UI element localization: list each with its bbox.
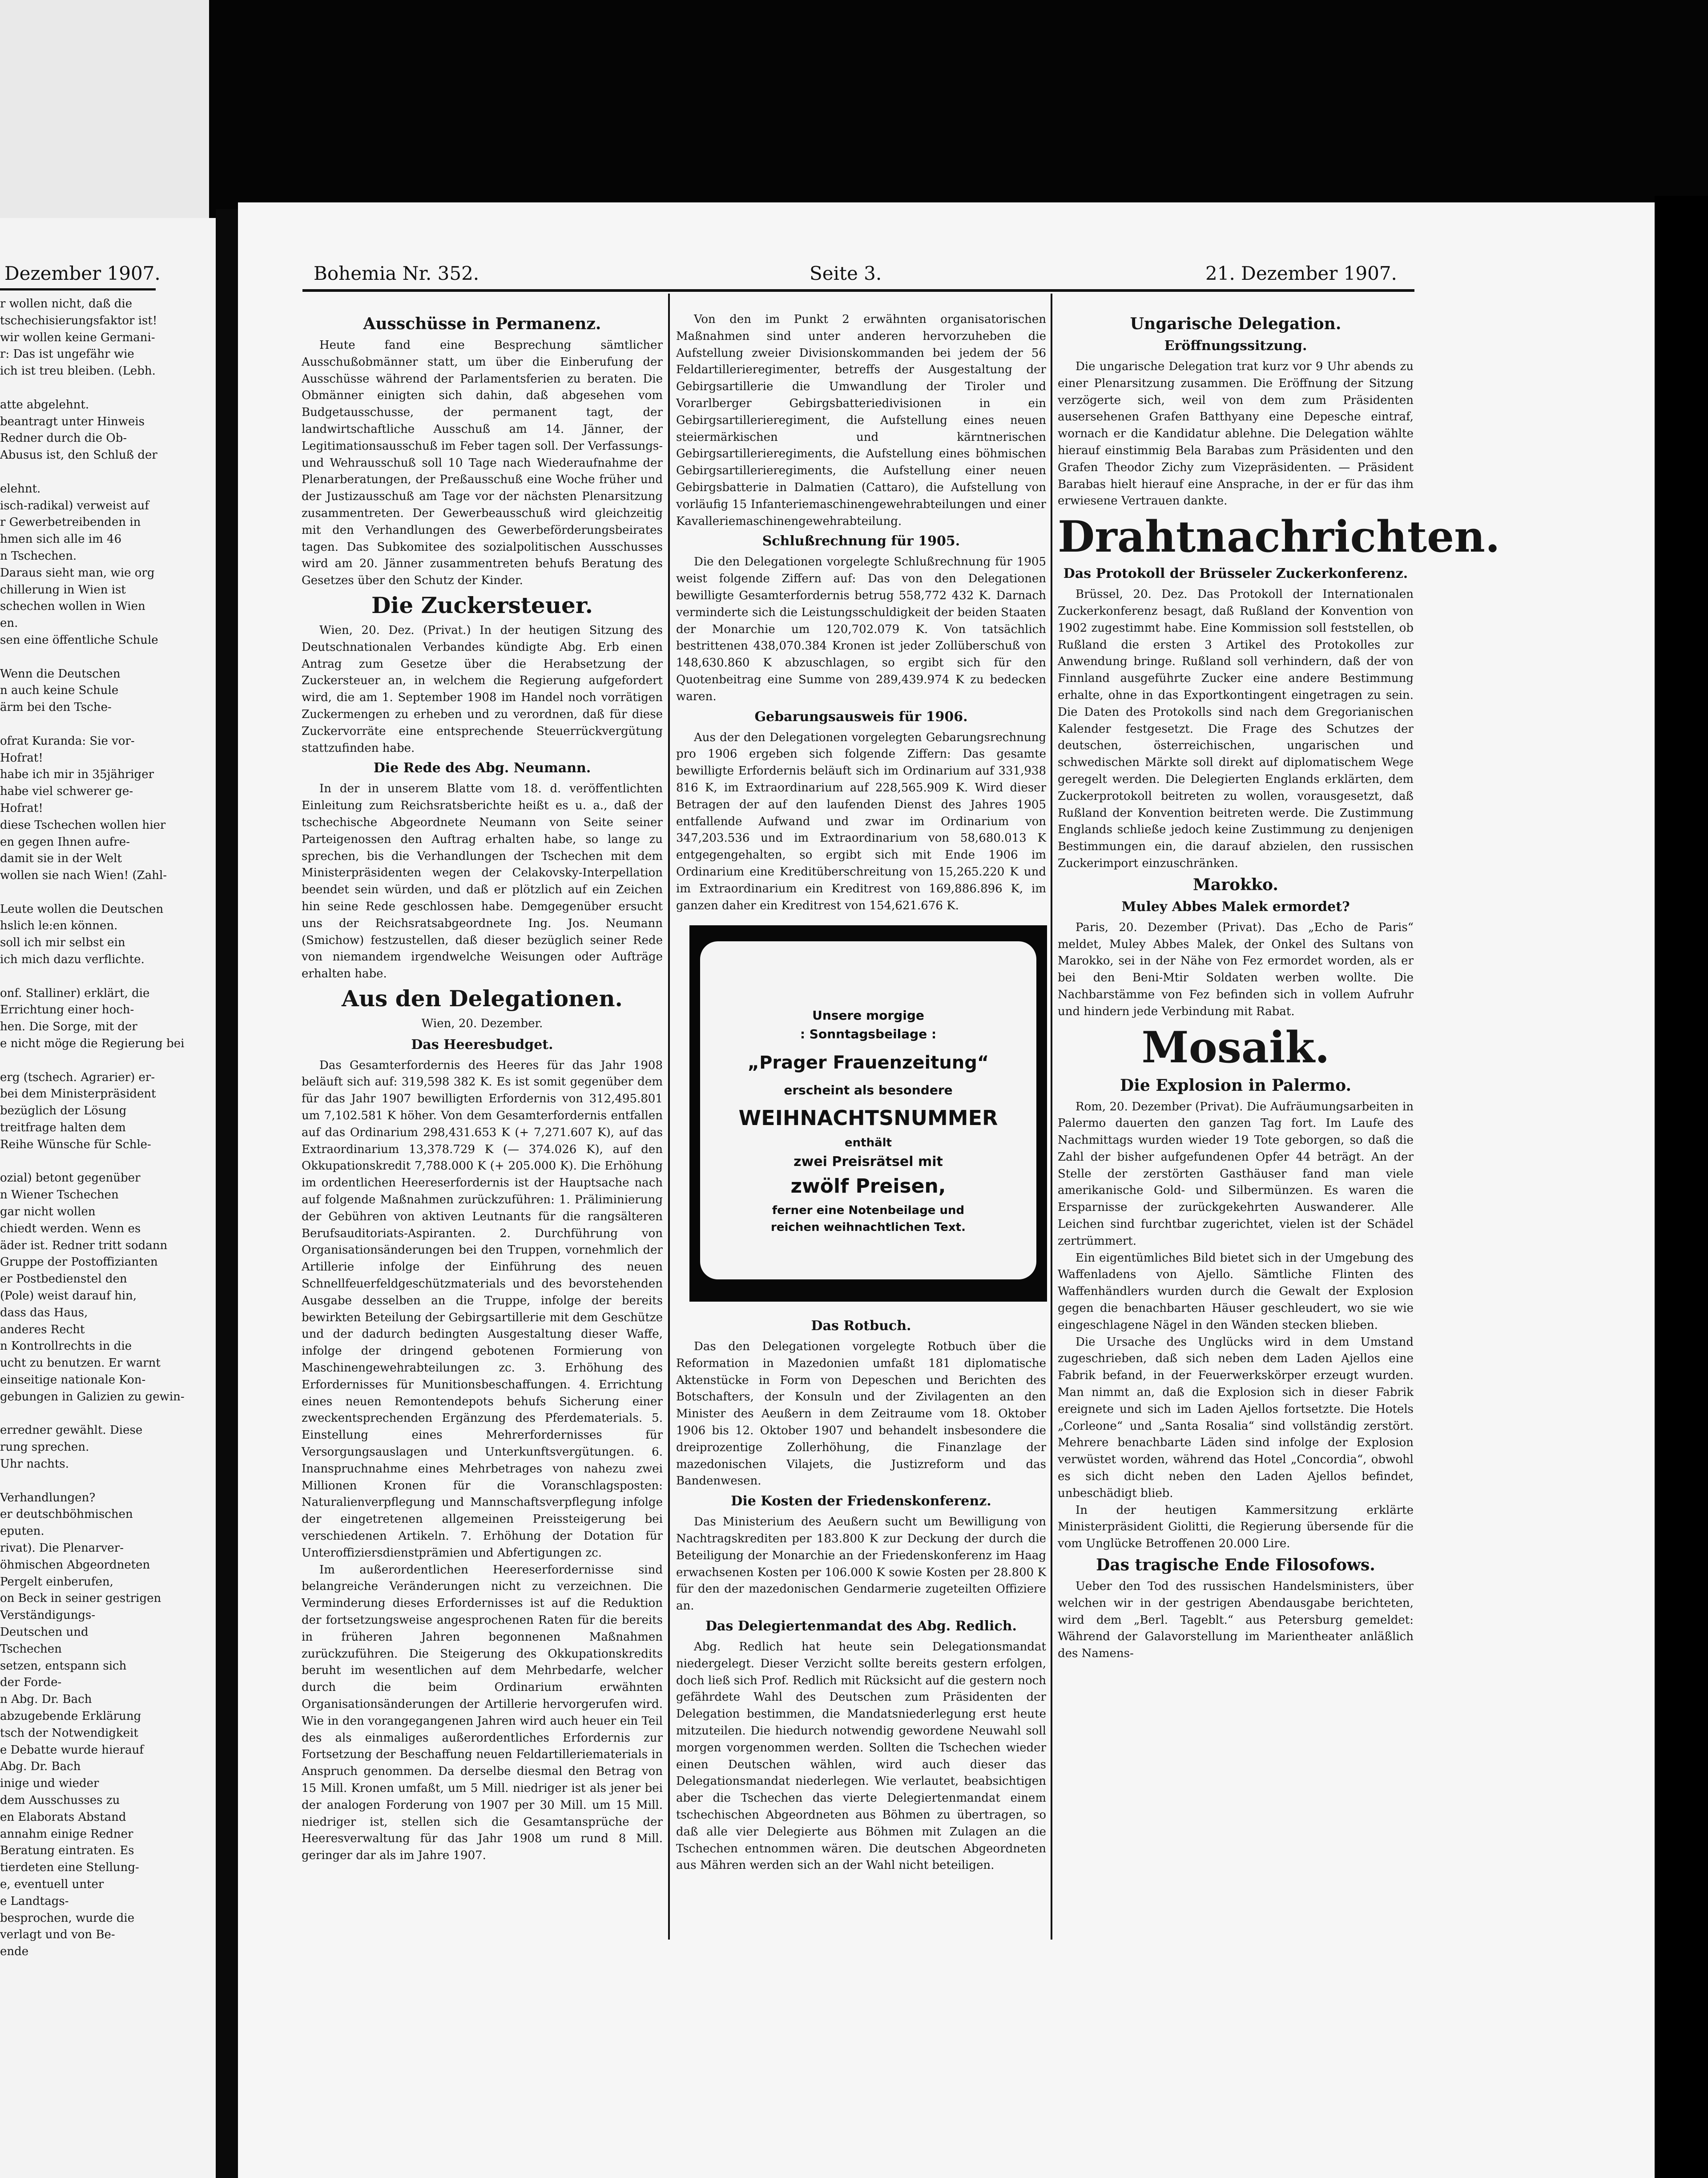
left-page-line: erg (tschech. Agrarier) er-: [0, 1070, 155, 1084]
article-ausschuesse: Heute fand eine Besprechung sämtlicher Ausschußobmänner statt, um über die Einberufung der Ausschüsse während der Parlamentsferien zu beraten. Die Obmänner einigten sich dahin, daß abgesehen vom Budgetausschusse, der permanent tagt, der landwirtschaftliche Ausschuß am 14. Jänner, der Legitimationsausschuß im Feber tagen soll. Der Verfassungs- und Wehrausschuß soll 10 Tage nach Wiederaufnahme der Plenarberatungen, der Preßausschuß eine Woche früher und der Justizausschuß am Tage vor der nächsten Plenarsitzung zusammentreten. Der Gewerbeausschuß wird gleichzeitig mit den Verhandlungen des Gewerbeförderungsbeirates tagen. Das Subkomitee des sozialpolitischen Ausschusses wird am 20. Jänner zusammentreten behufs Beratung des Gesetzes über den Schutz der Kinder.: [302, 339, 663, 588]
article-rotbuch: Das den Delegationen vorgelegte Rotbuch über die Reformation in Mazedonien umfaßt 181 diplomatische Aktenstücke in Form von Depeschen und Berichten des Botschafters, der Konsuln und der Zivilagenten an den Minister des Aeußern in dem Zeitraume vom 18. Oktober 1906 bis 12. Oktober 1907 und behandelt insbesondere die dreiprozentige Zollerhöhung, die Finanzlage der mazedonischen Vilajets, die Justizreform und das Bandenwesen.: [676, 1340, 1046, 1488]
left-page-line: beantragt unter Hinweis: [0, 415, 145, 428]
left-page-line: habe viel schwerer ge-: [0, 785, 133, 799]
left-page-line: r Gewerbetreibenden in: [0, 516, 141, 529]
left-page-line: setzen, entspann sich: [0, 1659, 127, 1673]
left-page-line: [0, 884, 211, 901]
left-page-line: damit sie in der Welt: [0, 852, 122, 866]
left-page-line: ofrat Kuranda: Sie vor-: [0, 734, 135, 748]
left-page-line: [0, 464, 211, 481]
subhead-palermo: Die Explosion in Palermo.: [1120, 1076, 1352, 1095]
advertisement: [700, 941, 1036, 1279]
left-page-line: Deutschen und: [0, 1625, 89, 1639]
page-number: Seite 3.: [810, 262, 882, 284]
left-page-line: wir wollen keine Germani-: [0, 331, 155, 344]
left-page-line: Redner durch die Ob-: [0, 432, 127, 445]
left-page-line: schechen wollen in Wien: [0, 600, 145, 613]
left-page-line: atte abgelehnt.: [0, 398, 89, 411]
headline-ausschuesse: Ausschüsse in Permanenz.: [363, 315, 601, 333]
headline-rotbuch: Das Rotbuch.: [811, 1318, 911, 1334]
article-schlussrechnung: Die den Delegationen vorgelegte Schlußrechnung für 1905 weist folgende Ziffern auf: Das von den Delegationen bewilligte Gesamterfordernis betrug 558,772 432 K. Darnach verminderte sich die Leistungsschuldigkeit der beiden Staaten der Monarchie um 120,702.079 K. Von tatsächlich bestrittenen 438,070.384 Kronen ist jeder Zollüberschuß von 148,630.860 K abzuschlagen, so ergibt sich für den Quotenbeitrag eine Summe von 289,439.974 K zu bedecken waren.: [676, 555, 1046, 703]
article-organisation: Von den im Punkt 2 erwähnten organisatorischen Maßnahmen sind unter anderen hervorzuheben die Aufstellung zweier Divisionskommanden bei jedem der 56 Feldartillerieregimenter, betreffs der Ausgestaltung der Gebirgsartillerie die Umwandlung der Tiroler und Vorarlberger Gebirgsbatteriedivisionen in ein Gebirgsartillerieregiment, die Aufstellung eines neuen steiermärkischen und kärntnerischen Gebirgsartillerieregiments, die Aufstellung eines böhmischen Gebirgsartillerieregiments, die Aufstellung einer neuen Gebirgsbatterie in Dalmatien (Cattaro), die Aufstellung von vorläufig 15 Infanteriemaschinengewehrabteilungen und einer Kavalleriemaschinengewehrabteilung.: [676, 313, 1046, 528]
advertisement-frame: [689, 925, 1047, 1302]
left-page-line: ärm bei den Tsche-: [0, 701, 112, 714]
left-page-line: Leute wollen die Deutschen: [0, 902, 164, 916]
left-page-header-date: Dezember 1907.: [4, 262, 161, 284]
left-page-line: ozial) betont gegenüber: [0, 1171, 141, 1185]
subhead-eroeffnung: Eröffnungssitzung.: [1164, 338, 1307, 354]
column-1: [302, 311, 663, 1948]
left-page-line: hslich le:en können.: [0, 919, 118, 933]
left-page-line: r wollen nicht, daß die: [0, 297, 133, 311]
left-page-line: n Kontrollrechts in die: [0, 1339, 132, 1353]
left-page-text: [0, 296, 211, 2164]
left-page-line: äder ist. Redner tritt sodann: [0, 1238, 168, 1252]
headline-neumann: Die Rede des Abg. Neumann.: [373, 760, 591, 776]
ad-line: ferner eine Notenbeilage und: [772, 1204, 965, 1217]
article-palermo: Rom, 20. Dezember (Privat). Die Aufräumungsarbeiten in Palermo dauerten den ganzen Tag fort. Im Laufe des Nachmittags wurden wieder 19 Tote geborgen, so daß die Zahl der bisher aufgefundenen Opfer 44 beträgt. An der Stelle der zerstörten Gasthäuser fand man viele amerikanische Gold- und Silbermünzen. Es waren die Ersparnisse der zurückgekehrten Auswanderer. Alle Leichen sind furchtbar zugerichtet, vielen ist der Schädel zertrümmert.: [1058, 1100, 1414, 1248]
left-page-line: hmen sich alle im 46: [0, 532, 122, 546]
left-page-line: e Landtags-: [0, 1894, 69, 1908]
left-page-line: dem Ausschusses zu: [0, 1793, 120, 1807]
article-gebarungsausweis: Aus der den Delegationen vorgelegten Gebarungsrechnung pro 1906 ergeben sich folgende Ziffern: Das gesamte bewilligte Erfordernis beläuft sich im Ordinarium auf 331,938 816 K, im Extraordinarium auf 228,565.909 K. Wird dieser Betragen der auf den laufenden Dienst des Jahres 1905 entfallende Aufwand und zwar im Ordinarium von 347,203.536 und im Extraordinarium von 58,680.013 K entgegengehalten, so ergibt sich mit Ende 1906 im Ordinarium eine Kreditüberschreitung von 15,265.220 K und im Extraordinarium ein Kreditrest von 169,886.896 K, im ganzen daher ein Kreditrest von 154,621.676 K.: [676, 730, 1046, 912]
left-page-line: Reihe Wünsche für Schle-: [0, 1137, 151, 1151]
left-page-line: en gegen Ihnen aufre-: [0, 835, 130, 849]
left-page-line: tsch der Notwendigkeit: [0, 1726, 138, 1740]
left-page-line: Gruppe der Postoffizianten: [0, 1255, 158, 1269]
subhead-muley: Muley Abbes Malek ermordet?: [1121, 899, 1350, 915]
left-page-line: erredner gewählt. Diese: [0, 1424, 143, 1437]
left-page-line: bezüglich der Lösung: [0, 1104, 127, 1118]
left-page-line: tierdeten eine Stellung-: [0, 1861, 139, 1875]
subhead-heeresbudget: Das Heeresbudget.: [411, 1037, 553, 1053]
left-page-line: n Wiener Tschechen: [0, 1188, 119, 1202]
article-heeresbudget: Das Gesamterfordernis des Heeres für das Jahr 1908 beläuft sich auf: 319,598 382 K. Es ist somit gegenüber dem für das Jahr 1907 bewilligten Erfordernis von 312,495.801 um 7,102.581 K höher. Von dem Gesamterfordernis entfallen auf das Ordinarium 298,431.653 K (+ 7,271.607 K), auf das Extraordinarium 13,378.729 K (— 374.026 K), auf den Okkupationskredit 7,788.000 K (+ 205.000 K). Die Erhöhung im ordentlichen Heereserfordernis ist der Hauptsache nach auf folgende Maßnahmen zurückzuführen: 1. Präliminierung der Gebühren von aktiven Leutnants für die rangsälteren Berufsauditoriats-Aspiranten. 2. Durchführung von Organisationsänderungen bei den Truppen, vornehmlich der Artillerie infolge der Einführung des neuen Schnellfeuerfeldgeschützmaterials und des bevorstehenden Ausgabe desselben an die Truppe, infolge der bereits bewirkten Beteilung der Gebirgsartillerie mit dem Geschütze und der dadurch bedingten Ausgestaltung dieser Waffe, infolge der dringend gebotenen Formierung von Maschinengewehrabteilungen zc. 3. Erhöhung des Erfordernisses für Munitionsbeschaffungen. 4. Errichtung eines neuen Remontendepots behufs Sicherung einer zweckentsprechenden Ergänzung des Pferdematerials. 5. Einstellung eines Mehrerfordernisses für Versorgungsauslagen und Unterkunftsvergütungen. 6. Inanspruchnahme eines Mehrbetrages von nahezu zwei Millionen Kronen für die Voranschlagsposten: Naturalienverpflegung und Mannschaftsverpflegung infolge der eingetretenen allgemeinen Preissteigerung bei verschiedenen Artikeln. 7. Erhöhung der Dotation für Unteroffiziersdienstprämien und Abfertigungen zc.: [302, 1058, 663, 1560]
left-page-line: diese Tschechen wollen hier: [0, 818, 166, 832]
left-page-line: tschechisierungsfaktor ist!: [0, 314, 157, 327]
article-zuckerkonferenz: Brüssel, 20. Dez. Das Protokoll der Internationalen Zuckerkonferenz besagt, daß Rußland der Konvention von 1902 zugestimmt habe. Eine Kommission soll feststellen, ob Rußland die ersten 3 Artikel des Protokolles zur Anwendung bringe. Rußland soll verhindern, daß der von Finnland ausgeführte Zucker eine andere Bestimmung erhalte, ohne in das Exportkontingent eingetragen zu sein. Die Daten des Protokolls sind nach dem Gregorianischen Kalender festgesetzt. Die Frage des Schutzes der deutschen, österreichischen, ungarischen und schwedischen Märkte soll direkt auf diplomatischem Wege geregelt werden. Die Delegierten Englands erklärten, dem Zuckerprotokoll beitreten zu wollen, vorausgesetzt, daß Rußland der Konvention beitreten werde. Die Zustimmung Englands schließe jedoch keine Zustimmung zu denjenigen Bestimmungen ein, die darauf abzielen, den russischen Zuckerimport einzuschränken.: [1058, 588, 1414, 870]
left-page-line: gebungen in Galizien zu gewin-: [0, 1390, 185, 1404]
article-palermo-3: Die Ursache des Unglücks wird in dem Umstand zugeschrieben, daß sich neben dem Laden Ajellos eine Fabrik befand, in der Feuerwerkskörper erzeugt wurden. Man nimmt an, daß die Explosion sich in dieser Fabrik ereignete und sich im Laden Ajellos fortsetzte. Die Hotels „Corleone“ und „Santa Rosalia“ sind vollständig zerstört. Mehrere benachbarte Läden sind infolge der Explosion verwüstet worden, während das Hotel „Concordia“, obwohl es sich dicht neben den Laden Ajellos befindet, unbeschädigt blieb.: [1058, 1335, 1414, 1500]
left-page-line: chiedt werden. Wenn es: [0, 1222, 141, 1235]
left-page-line: rung sprechen.: [0, 1440, 89, 1454]
left-page-line: ucht zu benutzen. Er warnt: [0, 1356, 161, 1370]
ad-line: enthält: [845, 1136, 892, 1150]
header-rule: [302, 289, 1414, 292]
left-page-line: e nicht möge die Regierung bei: [0, 1037, 185, 1051]
ad-line: „Prager Frauenzeitung“: [747, 1053, 989, 1073]
left-page-line: [0, 649, 211, 666]
left-page-line: wollen sie nach Wien! (Zahl-: [0, 869, 167, 883]
left-page-line: en.: [0, 617, 18, 630]
left-page-line: er Postbedienstel den: [0, 1272, 127, 1286]
article-palermo-2: Ein eigentümliches Bild bietet sich in der Umgebung des Waffenladens von Ajello. Sämtliche Flinten des Waffenhändlers wurden durch die Gewalt der Explosion gegen die benachbarten Häuser geschleudert, wo sie wie eingeschlagene Nägel in den Wänden stecken blieben.: [1058, 1251, 1414, 1332]
left-page-line: onf. Stalliner) erklärt, die: [0, 986, 150, 1000]
column-2-top: [676, 311, 1046, 912]
column-rule-2: [1051, 294, 1052, 1940]
left-page-line: sen eine öffentliche Schule: [0, 633, 158, 647]
ad-line: zwölf Preisen,: [790, 1175, 946, 1198]
article-friedenskonferenz: Das Ministerium des Aeußern sucht um Bewilligung von Nachtragskrediten per 183.800 K zur Deckung der durch die Beteiligung der Monarchie an der Friedenskonferenz im Haag erwachsenen Kosten per 106.000 K sowie Kosten per 28.800 K für den der mazedonischen Gendarmerie zugeteilten Offiziere an.: [676, 1515, 1046, 1613]
left-page-line: einseitige nationale Kon-: [0, 1373, 146, 1387]
left-page-line: habe ich mir in 35jähriger: [0, 768, 154, 782]
left-page-fragment: [0, 218, 216, 2178]
ad-line: erscheint als besondere: [784, 1083, 953, 1097]
left-page-line: dass das Haus,: [0, 1306, 88, 1319]
ad-line: Unsere morgige: [812, 1008, 924, 1023]
headline-zuckersteuer: Die Zuckersteuer.: [371, 592, 593, 618]
headline-ungarische-delegation: Ungarische Delegation.: [1130, 315, 1341, 333]
column-rule-1: [668, 294, 670, 1940]
article-filosofow: Ueber den Tod des russischen Handelsministers, über welchen wir in der gestrigen Abendausgabe berichteten, wird dem „Berl. Tageblt.“ aus Petersburg gemeldet: Während der Galavorstellung im Marientheater anläßlich des Namens-: [1058, 1580, 1414, 1661]
left-page-line: Errichtung einer hoch-: [0, 1003, 134, 1017]
left-page-line: [0, 1053, 211, 1069]
left-page-line: ich mich dazu verflichte.: [0, 953, 145, 967]
left-page-line: er deutschböhmischen: [0, 1508, 133, 1521]
left-page-line: annahm einige Redner: [0, 1827, 133, 1841]
ad-line: : Sonntagsbeilage :: [800, 1027, 937, 1041]
subhead-zuckerkonferenz: Das Protokoll der Brüsseler Zuckerkonferenz.: [1063, 566, 1408, 582]
left-page-line: Verhandlungen?: [0, 1491, 96, 1504]
left-page-line: der Forde-: [0, 1676, 62, 1690]
headline-schlussrechnung: Schlußrechnung für 1905.: [762, 533, 960, 549]
column-3: [1058, 311, 1500, 1948]
left-page-line: inige und wieder: [0, 1777, 99, 1791]
headline-filosofow: Das tragische Ende Filosofows.: [1096, 1556, 1375, 1575]
left-page-line: ich ist treu bleiben. (Lebh.: [0, 364, 156, 378]
article-heeresbudget-2: Im außerordentlichen Heereserfordernisse sind belangreiche Veränderungen nicht zu verzeichnen. Die Verminderung dieses Erfordernisses ist auf die Reduktion der fortsetzungsweise angesprochenen Raten für die bereits in früheren Jahren begonnenen Maßnahmen zurückzuführen. Die Steigerung des Okkupationskredits beruht im wesentlichen auf dem Mehrbedarfe, welcher durch die beim Ordinarium erwähnten Organisationsänderungen der Artillerie hervorgerufen wird. Wie in den vorangegangenen Jahren wird auch heuer ein Teil des als einmaliges außerordentliches Erfordernis zur Fortsetzung der Beschaffung neuen Feldartilleriematerials in Anspruch genommen. Da derselbe diesmal den Betrag von 15 Mill. Kronen umfaßt, um 5 Mill. niedriger ist als jener bei der analogen Forderung von 1907 per 30 Mill. um 15 Mill. niedriger ist, stellen sich die Gesamtansprüche der Heeresverwaltung für das Jahr 1908 um rund 8 Mill. geringer dar als im Jahre 1907.: [302, 1563, 663, 1863]
article-ungarische-delegation: Die ungarische Delegation trat kurz vor 9 Uhr abends zu einer Plenarsitzung zusammen. Die Eröffnung der Sitzung verzögerte sich, weil von dem zum Präsidenten ausersehenen Grafen Batthyany eine Depesche eintraf, wornach er die Kandidatur ablehne. Die Delegation wählte hierauf einstimmig Bela Barabas zum Präsidenten und den Grafen Theodor Zichy zum Vizepräsidenten. — Präsident Barabas hielt hierauf eine Ansprache, in der er für das ihm erwiesene Vertrauen dankte.: [1058, 360, 1414, 508]
left-page-line: Wenn die Deutschen: [0, 667, 121, 681]
left-page-line: gar nicht wollen: [0, 1205, 96, 1219]
left-page-line: Pergelt einberufen,: [0, 1575, 113, 1589]
left-page-line: öhmischen Abgeordneten: [0, 1558, 150, 1572]
left-page-line: [0, 1154, 211, 1170]
left-page-line: [0, 1473, 211, 1490]
left-page-line: Abusus ist, den Schluß der: [0, 448, 157, 462]
left-page-line: ende: [0, 1945, 29, 1959]
left-page-line: n auch keine Schule: [0, 684, 119, 698]
headline-friedenskonferenz: Die Kosten der Friedenskonferenz.: [731, 1493, 991, 1509]
dateline-delegationen: Wien, 20. Dezember.: [421, 1016, 543, 1030]
left-page-line: Beratung eintraten. Es: [0, 1844, 134, 1858]
left-page-line: [0, 380, 211, 397]
article-neumann: In der in unserem Blatte vom 18. d. veröffentlichten Einleitung zum Reichsratsberichte heißt es u. a., daß der tschechische Abgeordnete Neumann von Seite seiner Parteigenossen den Auftrag erhalten habe, so lange zu sprechen, bis die Verhandlungen der Tschechen mit dem Ministerpräsidenten wegen der Celakovsky-Interpellation beendet sein würden, und daß er plötzlich auf ein Zeichen hin seine Rede geschlossen habe. Demgegenüber ersucht uns der Reichsratsabgeordnete Ing. Jos. Neumann (Smichow) festzustellen, daß dieser bezüglich seiner Rede von niemandem irgendwelche Weisungen oder Aufträge erhalten habe.: [302, 782, 663, 981]
left-page-line: Daraus sieht man, wie org: [0, 566, 155, 580]
left-page-line: Hofrat!: [0, 751, 43, 765]
headline-marokko: Marokko.: [1193, 875, 1278, 894]
left-page-line: on Beck in seiner gestrigen: [0, 1592, 161, 1605]
left-page-line: en Elaborats Abstand: [0, 1810, 126, 1824]
left-page-line: [0, 716, 211, 733]
section-drahtnachrichten: Drahtnachrichten.: [1058, 512, 1500, 562]
left-page-line: abzugebende Erklärung: [0, 1709, 141, 1723]
article-palermo-4: In der heutigen Kammersitzung erklärte Ministerpräsident Giolitti, die Regierung übersende für die vom Unglücke Betroffenen 20.000 Lire.: [1058, 1503, 1414, 1551]
left-page-line: Abg. Dr. Bach: [0, 1760, 81, 1774]
left-page-line: Tschechen: [0, 1642, 62, 1656]
headline-gebarungsausweis: Gebarungsausweis für 1906.: [754, 709, 968, 725]
left-page-line: e Debatte wurde hierauf: [0, 1743, 144, 1757]
left-page-line: Hofrat!: [0, 801, 43, 815]
left-page-line: (Pole) weist darauf hin,: [0, 1289, 137, 1303]
column-2-bottom: [676, 1315, 1046, 1942]
issue-date: 21. Dezember 1907.: [1205, 262, 1397, 284]
headline-redlich: Das Delegiertenmandat des Abg. Redlich.: [705, 1618, 1017, 1634]
left-page-line: soll ich mir selbst ein: [0, 936, 125, 950]
headline-delegationen: Aus den Delegationen.: [342, 985, 623, 1012]
left-page-line: [0, 1406, 211, 1423]
left-page-line: hen. Die Sorge, mit der: [0, 1020, 137, 1034]
left-page-line: isch-radikal) verweist auf: [0, 499, 149, 512]
left-page-line: n Abg. Dr. Bach: [0, 1693, 92, 1706]
left-page-line: eputen.: [0, 1525, 44, 1538]
left-page-line: besprochen, wurde die: [0, 1911, 135, 1925]
ad-line: WEIHNACHTSNUMMER: [738, 1106, 998, 1130]
article-redlich: Abg. Redlich hat heute sein Delegationsmandat niedergelegt. Dieser Verzicht sollte bereits gestern erfolgen, doch ließ sich Prof. Redlich mit Rücksicht auf die gestern noch gefährdete Wahl des Deutschen zum Präsidenten der Delegation bestimmen, die Mandatsniederlegung erst heute mitzuteilen. Die hiedurch notwendig gewordene Neuwahl soll morgen vorgenommen werden. Sollten die Tschechen wieder einen Deutschen wählen, wird auch dieser das Delegationsmandat niederlegen. Wie verlautet, beabsichtigen aber die Tschechen das vierte Delegiertenmandat einem tschechischen Abgeordneten aus Böhmen zu übertragen, so daß alle vier Delegierte aus Böhmen mit Zulagen an die Tschechen entnommen wären. Die deutschen Abgeordneten aus Mähren werden sich an der Wahl nicht beteiligen.: [676, 1640, 1046, 1872]
left-header-rule: [0, 288, 156, 290]
left-page-line: n Tschechen.: [0, 549, 77, 563]
left-page-line: Uhr nachts.: [0, 1457, 69, 1471]
left-page-line: r: Das ist ungefähr wie: [0, 347, 134, 361]
paper-title: Bohemia Nr. 352.: [314, 262, 479, 284]
ad-line: zwei Preisrätsel mit: [794, 1154, 943, 1170]
article-zuckersteuer: Wien, 20. Dez. (Privat.) In der heutigen Sitzung des Deutschnationalen Verbandes kündigte Abg. Erb einen Antrag zum Gesetze über die Herabsetzung der Zuckersteuer an, in welchem die Regierung aufgefordert wird, die am 1. September 1908 im Handel noch vorrätigen Zuckermengen zu erheben und zu verordnen, daß für diese Zuckervorräte eine entsprechende Steuerrückvergütung stattzufinden habe.: [302, 623, 663, 755]
ad-line: reichen weihnachtlichen Text.: [771, 1221, 966, 1234]
left-page-line: rivat). Die Plenarver-: [0, 1541, 124, 1555]
section-mosaik: Mosaik.: [1141, 1022, 1330, 1073]
left-page-margin: [0, 0, 209, 218]
left-page-line: bei dem Ministerpräsident: [0, 1087, 156, 1101]
left-page-line: anderes Recht: [0, 1323, 85, 1336]
book-binding: [216, 209, 238, 2178]
left-page-line: chillerung in Wien ist: [0, 583, 126, 597]
left-page-line: Verständigungs-: [0, 1609, 96, 1622]
right-scan-edge: [1655, 196, 1708, 2178]
left-page-line: verlagt und von Be-: [0, 1928, 115, 1942]
left-page-line: [0, 968, 211, 985]
left-page-line: treitfrage halten dem: [0, 1121, 126, 1135]
left-page-line: e, eventuell unter: [0, 1877, 104, 1891]
left-page-line: elehnt.: [0, 482, 41, 496]
article-marokko: Paris, 20. Dezember (Privat). Das „Echo de Paris“ meldet, Muley Abbes Malek, der Onkel des Sultans von Marokko, sei in der Nähe von Fez ermordet worden, als er bei den Beni-Mtir Soldaten werben wollte. Die Nachbarstämme von Fez befinden sich in vollem Aufruhr und hindern jede Verbindung mit Rabat.: [1058, 920, 1414, 1018]
